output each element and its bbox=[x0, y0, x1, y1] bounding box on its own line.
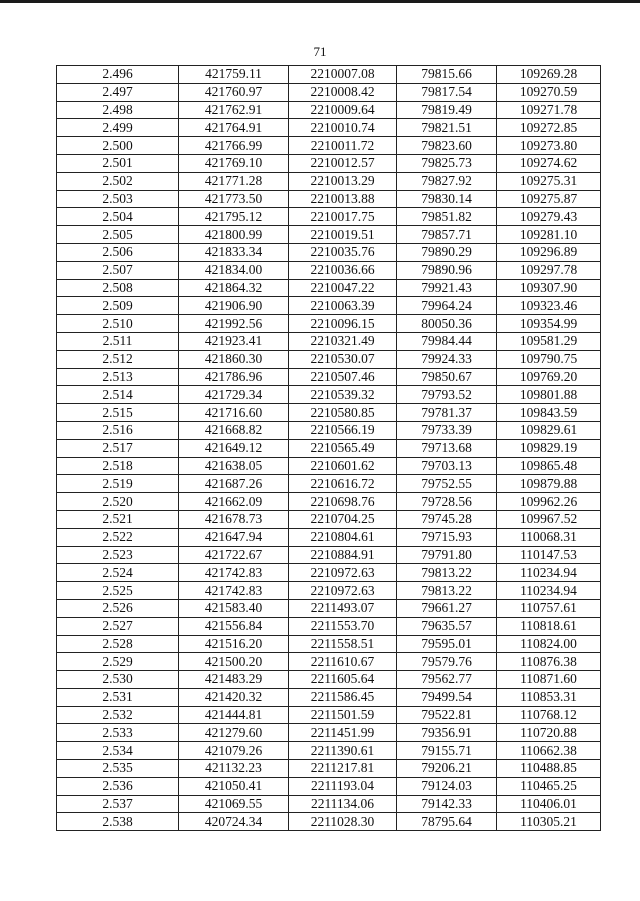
table-cell-coord-y2: 109272.85 bbox=[497, 119, 601, 137]
table-cell-point-id: 2.531 bbox=[57, 688, 179, 706]
table-cell-coord-x: 421444.81 bbox=[179, 706, 289, 724]
table-cell-coord-y: 2210972.63 bbox=[289, 564, 397, 582]
table-cell-point-id: 2.525 bbox=[57, 582, 179, 600]
table-cell-coord-x2: 79499.54 bbox=[397, 688, 497, 706]
table-cell-coord-y2: 109829.19 bbox=[497, 439, 601, 457]
table-cell-coord-x2: 79813.22 bbox=[397, 564, 497, 582]
table-cell-coord-x2: 79752.55 bbox=[397, 475, 497, 493]
table-cell-coord-y2: 109273.80 bbox=[497, 137, 601, 155]
table-cell-coord-x: 421132.23 bbox=[179, 760, 289, 778]
table-cell-coord-x: 421795.12 bbox=[179, 208, 289, 226]
table-cell-coord-y2: 109843.59 bbox=[497, 404, 601, 422]
table-cell-point-id: 2.497 bbox=[57, 83, 179, 101]
table-cell-coord-y2: 109769.20 bbox=[497, 368, 601, 386]
table-cell-coord-y: 2210507.46 bbox=[289, 368, 397, 386]
table-row bbox=[57, 457, 601, 475]
table-cell-point-id: 2.527 bbox=[57, 617, 179, 635]
table-row bbox=[57, 101, 601, 119]
table-cell-coord-x2: 79155.71 bbox=[397, 742, 497, 760]
table-row bbox=[57, 119, 601, 137]
table-cell-point-id: 2.506 bbox=[57, 243, 179, 261]
table-row bbox=[57, 475, 601, 493]
table-cell-coord-y: 2210013.88 bbox=[289, 190, 397, 208]
table-cell-coord-y2: 109281.10 bbox=[497, 226, 601, 244]
table-cell-coord-x2: 79850.67 bbox=[397, 368, 497, 386]
table-cell-coord-x: 421834.00 bbox=[179, 261, 289, 279]
table-cell-coord-y: 2211558.51 bbox=[289, 635, 397, 653]
table-cell-coord-x2: 79857.71 bbox=[397, 226, 497, 244]
page-top-border bbox=[0, 0, 640, 3]
table-cell-coord-x: 421760.97 bbox=[179, 83, 289, 101]
table-cell-coord-y: 2211501.59 bbox=[289, 706, 397, 724]
table-cell-coord-x: 421647.94 bbox=[179, 528, 289, 546]
table-row bbox=[57, 564, 601, 582]
table-cell-point-id: 2.528 bbox=[57, 635, 179, 653]
table-row bbox=[57, 706, 601, 724]
table-cell-coord-x2: 79595.01 bbox=[397, 635, 497, 653]
table-cell-coord-x: 421860.30 bbox=[179, 350, 289, 368]
table-cell-point-id: 2.520 bbox=[57, 493, 179, 511]
table-cell-point-id: 2.536 bbox=[57, 777, 179, 795]
table-cell-coord-x: 421759.11 bbox=[179, 66, 289, 84]
table-cell-point-id: 2.516 bbox=[57, 421, 179, 439]
table-cell-coord-y2: 110488.85 bbox=[497, 760, 601, 778]
table-cell-coord-y2: 109829.61 bbox=[497, 421, 601, 439]
table-cell-coord-x: 421800.99 bbox=[179, 226, 289, 244]
table-cell-point-id: 2.522 bbox=[57, 528, 179, 546]
table-cell-coord-y: 2210539.32 bbox=[289, 386, 397, 404]
table-cell-coord-y2: 109269.28 bbox=[497, 66, 601, 84]
table-row bbox=[57, 724, 601, 742]
table-row bbox=[57, 795, 601, 813]
table-row bbox=[57, 404, 601, 422]
table-cell-coord-x: 421678.73 bbox=[179, 510, 289, 528]
table-row bbox=[57, 243, 601, 261]
table-cell-coord-y: 2210007.08 bbox=[289, 66, 397, 84]
table-cell-coord-x2: 79206.21 bbox=[397, 760, 497, 778]
table-cell-coord-y2: 109865.48 bbox=[497, 457, 601, 475]
table-cell-coord-y2: 109270.59 bbox=[497, 83, 601, 101]
table-cell-coord-x: 421069.55 bbox=[179, 795, 289, 813]
table-cell-coord-y2: 110662.38 bbox=[497, 742, 601, 760]
table-cell-coord-x2: 79924.33 bbox=[397, 350, 497, 368]
table-cell-coord-x2: 79733.39 bbox=[397, 421, 497, 439]
table-cell-coord-x: 421050.41 bbox=[179, 777, 289, 795]
table-cell-point-id: 2.496 bbox=[57, 66, 179, 84]
table-cell-point-id: 2.530 bbox=[57, 671, 179, 689]
table-cell-coord-y2: 109801.88 bbox=[497, 386, 601, 404]
table-cell-coord-x: 421762.91 bbox=[179, 101, 289, 119]
table-cell-coord-y: 2210008.42 bbox=[289, 83, 397, 101]
table-cell-coord-x2: 79745.28 bbox=[397, 510, 497, 528]
table-cell-coord-x2: 79815.66 bbox=[397, 66, 497, 84]
table-cell-point-id: 2.511 bbox=[57, 332, 179, 350]
table-cell-point-id: 2.505 bbox=[57, 226, 179, 244]
table-cell-coord-y2: 109354.99 bbox=[497, 315, 601, 333]
table-cell-coord-x2: 79124.03 bbox=[397, 777, 497, 795]
table-cell-coord-y2: 109275.87 bbox=[497, 190, 601, 208]
table-cell-coord-y: 2210601.62 bbox=[289, 457, 397, 475]
table-cell-coord-x: 421500.20 bbox=[179, 653, 289, 671]
table-cell-point-id: 2.507 bbox=[57, 261, 179, 279]
table-cell-coord-y: 2211610.67 bbox=[289, 653, 397, 671]
table-cell-point-id: 2.500 bbox=[57, 137, 179, 155]
table-row bbox=[57, 332, 601, 350]
table-cell-coord-y: 2210566.19 bbox=[289, 421, 397, 439]
table-cell-coord-y2: 110305.21 bbox=[497, 813, 601, 831]
table-cell-coord-x2: 79703.13 bbox=[397, 457, 497, 475]
table-cell-coord-y: 2211134.06 bbox=[289, 795, 397, 813]
table-cell-point-id: 2.532 bbox=[57, 706, 179, 724]
table-cell-coord-x2: 79791.80 bbox=[397, 546, 497, 564]
table-cell-coord-x: 421742.83 bbox=[179, 582, 289, 600]
table-cell-point-id: 2.514 bbox=[57, 386, 179, 404]
table-cell-coord-y: 2210035.76 bbox=[289, 243, 397, 261]
coordinates-table-body bbox=[57, 66, 601, 831]
table-cell-coord-y: 2210009.64 bbox=[289, 101, 397, 119]
table-cell-coord-x2: 79356.91 bbox=[397, 724, 497, 742]
table-cell-coord-y2: 109296.89 bbox=[497, 243, 601, 261]
table-cell-coord-y: 2210972.63 bbox=[289, 582, 397, 600]
table-cell-coord-y: 2211605.64 bbox=[289, 671, 397, 689]
table-cell-coord-x: 421833.34 bbox=[179, 243, 289, 261]
table-cell-point-id: 2.515 bbox=[57, 404, 179, 422]
table-cell-coord-y: 2210321.49 bbox=[289, 332, 397, 350]
table-cell-coord-y2: 109274.62 bbox=[497, 154, 601, 172]
table-cell-coord-x2: 78795.64 bbox=[397, 813, 497, 831]
table-cell-point-id: 2.526 bbox=[57, 599, 179, 617]
table-row bbox=[57, 546, 601, 564]
table-row bbox=[57, 368, 601, 386]
table-cell-coord-y: 2210096.15 bbox=[289, 315, 397, 333]
table-cell-coord-y: 2210580.85 bbox=[289, 404, 397, 422]
table-cell-coord-x: 421764.91 bbox=[179, 119, 289, 137]
table-cell-coord-y: 2210704.25 bbox=[289, 510, 397, 528]
table-cell-coord-y: 2210804.61 bbox=[289, 528, 397, 546]
table-cell-coord-y: 2210012.57 bbox=[289, 154, 397, 172]
table-cell-coord-x2: 79890.29 bbox=[397, 243, 497, 261]
table-row bbox=[57, 172, 601, 190]
table-cell-coord-x: 421556.84 bbox=[179, 617, 289, 635]
table-row bbox=[57, 582, 601, 600]
table-cell-coord-y2: 109879.88 bbox=[497, 475, 601, 493]
table-cell-point-id: 2.510 bbox=[57, 315, 179, 333]
table-cell-coord-y2: 109962.26 bbox=[497, 493, 601, 511]
table-cell-coord-y: 2210616.72 bbox=[289, 475, 397, 493]
table-cell-coord-y2: 109581.29 bbox=[497, 332, 601, 350]
table-cell-coord-y: 2210565.49 bbox=[289, 439, 397, 457]
table-cell-coord-x: 421079.26 bbox=[179, 742, 289, 760]
table-cell-coord-x: 421279.60 bbox=[179, 724, 289, 742]
table-cell-coord-x2: 79921.43 bbox=[397, 279, 497, 297]
table-cell-coord-x2: 79827.92 bbox=[397, 172, 497, 190]
table-row bbox=[57, 528, 601, 546]
table-cell-coord-y: 2210036.66 bbox=[289, 261, 397, 279]
table-cell-coord-y2: 110465.25 bbox=[497, 777, 601, 795]
table-row bbox=[57, 208, 601, 226]
table-row bbox=[57, 261, 601, 279]
table-cell-coord-y: 2210019.51 bbox=[289, 226, 397, 244]
table-cell-point-id: 2.534 bbox=[57, 742, 179, 760]
table-row bbox=[57, 760, 601, 778]
table-cell-coord-x: 421923.41 bbox=[179, 332, 289, 350]
table-cell-coord-y: 2210013.29 bbox=[289, 172, 397, 190]
table-cell-coord-x: 421483.29 bbox=[179, 671, 289, 689]
table-cell-point-id: 2.521 bbox=[57, 510, 179, 528]
table-cell-coord-y2: 110871.60 bbox=[497, 671, 601, 689]
table-cell-coord-x: 421516.20 bbox=[179, 635, 289, 653]
table-cell-coord-x: 421766.99 bbox=[179, 137, 289, 155]
table-row bbox=[57, 671, 601, 689]
table-cell-coord-x: 421638.05 bbox=[179, 457, 289, 475]
table-cell-coord-y: 2210698.76 bbox=[289, 493, 397, 511]
table-cell-coord-y2: 109297.78 bbox=[497, 261, 601, 279]
table-cell-coord-y2: 109307.90 bbox=[497, 279, 601, 297]
table-row bbox=[57, 599, 601, 617]
table-cell-coord-x: 421662.09 bbox=[179, 493, 289, 511]
table-cell-point-id: 2.513 bbox=[57, 368, 179, 386]
table-cell-coord-x: 421583.40 bbox=[179, 599, 289, 617]
table-row bbox=[57, 190, 601, 208]
table-cell-coord-y2: 109323.46 bbox=[497, 297, 601, 315]
table-row bbox=[57, 350, 601, 368]
table-cell-coord-y2: 110720.88 bbox=[497, 724, 601, 742]
table-cell-coord-x: 421668.82 bbox=[179, 421, 289, 439]
table-cell-coord-x: 421769.10 bbox=[179, 154, 289, 172]
table-row bbox=[57, 439, 601, 457]
table-row bbox=[57, 688, 601, 706]
table-cell-coord-x2: 79851.82 bbox=[397, 208, 497, 226]
table-cell-coord-x2: 79825.73 bbox=[397, 154, 497, 172]
table-row bbox=[57, 421, 601, 439]
table-cell-coord-x2: 79781.37 bbox=[397, 404, 497, 422]
table-cell-coord-y2: 109271.78 bbox=[497, 101, 601, 119]
table-cell-coord-x2: 79142.33 bbox=[397, 795, 497, 813]
table-cell-coord-x2: 79984.44 bbox=[397, 332, 497, 350]
table-cell-coord-y2: 110853.31 bbox=[497, 688, 601, 706]
table-row bbox=[57, 137, 601, 155]
table-cell-coord-x2: 79635.57 bbox=[397, 617, 497, 635]
table-cell-coord-y2: 110234.94 bbox=[497, 582, 601, 600]
table-row bbox=[57, 297, 601, 315]
table-row bbox=[57, 813, 601, 831]
table-cell-coord-y2: 110818.61 bbox=[497, 617, 601, 635]
table-cell-coord-x2: 79830.14 bbox=[397, 190, 497, 208]
table-cell-coord-y: 2210011.72 bbox=[289, 137, 397, 155]
table-row bbox=[57, 83, 601, 101]
table-cell-point-id: 2.499 bbox=[57, 119, 179, 137]
table-cell-coord-x: 421992.56 bbox=[179, 315, 289, 333]
table-cell-coord-y2: 109279.43 bbox=[497, 208, 601, 226]
table-cell-coord-x2: 79522.81 bbox=[397, 706, 497, 724]
table-cell-coord-x2: 79579.76 bbox=[397, 653, 497, 671]
table-cell-point-id: 2.509 bbox=[57, 297, 179, 315]
table-cell-coord-y2: 109275.31 bbox=[497, 172, 601, 190]
table-cell-coord-y2: 109790.75 bbox=[497, 350, 601, 368]
table-cell-coord-y2: 110824.00 bbox=[497, 635, 601, 653]
table-cell-coord-x: 421906.90 bbox=[179, 297, 289, 315]
table-cell-coord-y: 2210530.07 bbox=[289, 350, 397, 368]
page-number: 71 bbox=[313, 44, 327, 59]
table-cell-coord-x2: 79890.96 bbox=[397, 261, 497, 279]
table-cell-point-id: 2.538 bbox=[57, 813, 179, 831]
table-cell-coord-y2: 110768.12 bbox=[497, 706, 601, 724]
table-cell-coord-x2: 79661.27 bbox=[397, 599, 497, 617]
table-cell-point-id: 2.504 bbox=[57, 208, 179, 226]
table-cell-point-id: 2.537 bbox=[57, 795, 179, 813]
table-cell-coord-y: 2211028.30 bbox=[289, 813, 397, 831]
table-cell-coord-y: 2210017.75 bbox=[289, 208, 397, 226]
table-cell-coord-y2: 110876.38 bbox=[497, 653, 601, 671]
table-cell-coord-x: 421722.67 bbox=[179, 546, 289, 564]
table-cell-coord-x: 421773.50 bbox=[179, 190, 289, 208]
table-cell-coord-x: 421729.34 bbox=[179, 386, 289, 404]
table-cell-coord-x2: 79713.68 bbox=[397, 439, 497, 457]
table-cell-coord-y: 2211586.45 bbox=[289, 688, 397, 706]
table-cell-coord-y: 2210884.91 bbox=[289, 546, 397, 564]
table-cell-coord-y: 2211193.04 bbox=[289, 777, 397, 795]
table-cell-point-id: 2.503 bbox=[57, 190, 179, 208]
table-cell-point-id: 2.529 bbox=[57, 653, 179, 671]
table-cell-coord-x2: 79964.24 bbox=[397, 297, 497, 315]
table-cell-coord-y2: 110147.53 bbox=[497, 546, 601, 564]
table-cell-coord-x2: 80050.36 bbox=[397, 315, 497, 333]
table-row bbox=[57, 226, 601, 244]
table-cell-coord-x: 421649.12 bbox=[179, 439, 289, 457]
table-row bbox=[57, 66, 601, 84]
table-cell-coord-y2: 110234.94 bbox=[497, 564, 601, 582]
table-cell-point-id: 2.512 bbox=[57, 350, 179, 368]
table-cell-coord-y: 2210063.39 bbox=[289, 297, 397, 315]
table-row bbox=[57, 279, 601, 297]
table-cell-point-id: 2.524 bbox=[57, 564, 179, 582]
table-cell-coord-x: 421771.28 bbox=[179, 172, 289, 190]
table-row bbox=[57, 653, 601, 671]
table-cell-coord-x2: 79821.51 bbox=[397, 119, 497, 137]
table-cell-point-id: 2.501 bbox=[57, 154, 179, 172]
table-cell-coord-y: 2211451.99 bbox=[289, 724, 397, 742]
table-cell-coord-y: 2211217.81 bbox=[289, 760, 397, 778]
table-cell-point-id: 2.498 bbox=[57, 101, 179, 119]
table-cell-coord-y: 2211553.70 bbox=[289, 617, 397, 635]
table-cell-coord-x2: 79793.52 bbox=[397, 386, 497, 404]
table-cell-coord-y2: 110068.31 bbox=[497, 528, 601, 546]
table-row bbox=[57, 510, 601, 528]
table-cell-coord-x2: 79817.54 bbox=[397, 83, 497, 101]
table-cell-coord-x2: 79823.60 bbox=[397, 137, 497, 155]
table-cell-coord-y2: 110406.01 bbox=[497, 795, 601, 813]
table-cell-coord-x: 421864.32 bbox=[179, 279, 289, 297]
table-cell-coord-x: 420724.34 bbox=[179, 813, 289, 831]
table-row bbox=[57, 635, 601, 653]
table-cell-coord-y: 2210010.74 bbox=[289, 119, 397, 137]
table-cell-coord-x: 421716.60 bbox=[179, 404, 289, 422]
table-cell-coord-x: 421420.32 bbox=[179, 688, 289, 706]
table-cell-coord-x2: 79728.56 bbox=[397, 493, 497, 511]
table-cell-point-id: 2.535 bbox=[57, 760, 179, 778]
table-row bbox=[57, 154, 601, 172]
table-cell-coord-y2: 110757.61 bbox=[497, 599, 601, 617]
table-cell-coord-x: 421687.26 bbox=[179, 475, 289, 493]
table-cell-coord-x2: 79813.22 bbox=[397, 582, 497, 600]
table-cell-point-id: 2.518 bbox=[57, 457, 179, 475]
table-row bbox=[57, 315, 601, 333]
table-cell-point-id: 2.519 bbox=[57, 475, 179, 493]
table-cell-point-id: 2.533 bbox=[57, 724, 179, 742]
table-row bbox=[57, 386, 601, 404]
table-cell-point-id: 2.523 bbox=[57, 546, 179, 564]
table-cell-coord-x: 421742.83 bbox=[179, 564, 289, 582]
table-cell-coord-y: 2211493.07 bbox=[289, 599, 397, 617]
table-cell-point-id: 2.502 bbox=[57, 172, 179, 190]
table-row bbox=[57, 617, 601, 635]
table-cell-coord-x: 421786.96 bbox=[179, 368, 289, 386]
table-row bbox=[57, 777, 601, 795]
table-cell-coord-y2: 109967.52 bbox=[497, 510, 601, 528]
table-cell-coord-x2: 79715.93 bbox=[397, 528, 497, 546]
table-cell-coord-x2: 79819.49 bbox=[397, 101, 497, 119]
table-row bbox=[57, 493, 601, 511]
table-cell-point-id: 2.517 bbox=[57, 439, 179, 457]
table-row bbox=[57, 742, 601, 760]
table-cell-point-id: 2.508 bbox=[57, 279, 179, 297]
table-cell-coord-y: 2210047.22 bbox=[289, 279, 397, 297]
coordinates-table bbox=[56, 65, 601, 831]
table-cell-coord-x2: 79562.77 bbox=[397, 671, 497, 689]
table-cell-coord-y: 2211390.61 bbox=[289, 742, 397, 760]
